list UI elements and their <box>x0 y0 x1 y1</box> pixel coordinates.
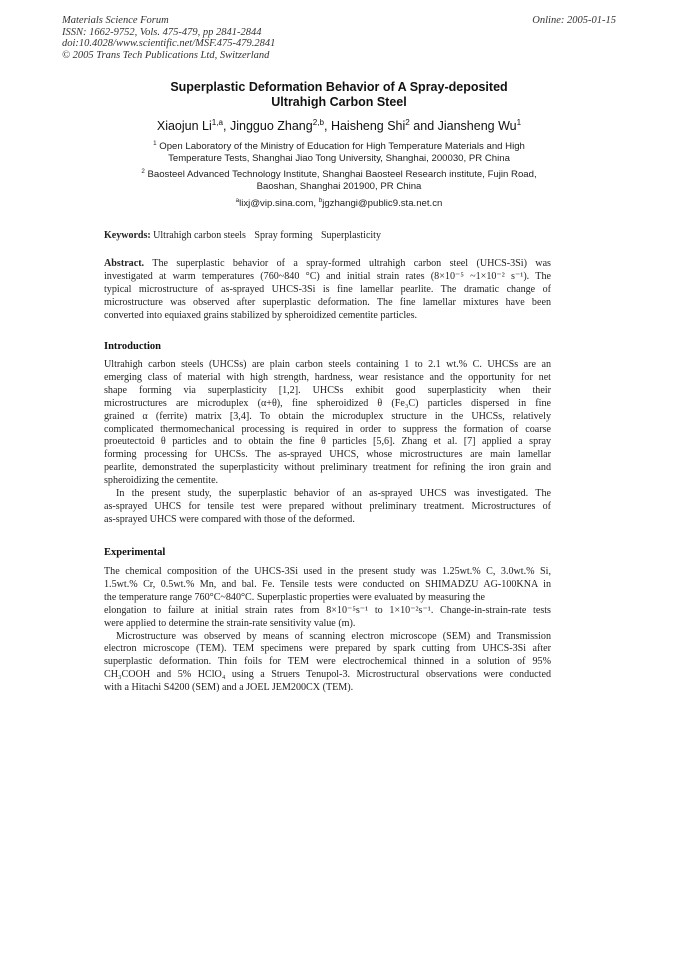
author-emails <box>60 198 618 209</box>
affiliation-mark: 2 <box>141 167 145 175</box>
introduction-line: microstructures are microduplex (α+θ), fine spheroidized θ (Fe₃C) particles dispersed in fine <box>104 397 551 409</box>
email-mark-a: a <box>235 196 240 204</box>
author-separator: , <box>323 119 331 133</box>
keyword: Ultrahigh carbon steels <box>153 230 246 241</box>
experimental-body <box>104 566 551 695</box>
copyright-line: © 2005 Trans Tech Publications Ltd, Switzerland <box>62 49 270 61</box>
email-b: jgzhangi@public9.sta.net.cn <box>322 198 443 209</box>
introduction-line: emerging class of material with high strength, hardness, wear resistance and the opportunity for net <box>104 371 551 383</box>
introduction-line: grained α (ferrite) matrix [3,4]. To obtain the microduplex structure in the UHCSs, relatively <box>104 410 551 422</box>
keyword: Superplasticity <box>320 230 381 241</box>
keyword: Spray forming <box>254 230 313 241</box>
email-mark-b: b <box>318 196 323 204</box>
introduction-line: complicated thermomechanical processing is required in order to suppress the formation of coarse <box>104 423 551 435</box>
abstract-line: typical microstructure of as-sprayed UHCS-3Si is fine lamellar pearlite. The dramatic change of <box>104 283 551 295</box>
author-separator: and <box>409 119 438 133</box>
introduction-line: shape forming via superplasticity [1,2]. UHCSs exhibit good superplasticity when their <box>104 384 551 396</box>
affiliation-2-line-2: Baoshan, Shanghai 201900, PR China <box>256 181 422 192</box>
experimental-heading: Experimental <box>104 547 166 558</box>
experimental-line: The chemical composition of the UHCS-3Si used in the present study was 1.25wt.% C, 3.0wt.% Si, <box>104 566 551 577</box>
introduction-line: In the present study, the superplastic behavior of an as-sprayed UHCS was investigated. The <box>116 488 551 500</box>
author-affiliation-mark: 2 <box>405 117 410 127</box>
email-a: lixj@vip.sina.com <box>239 198 314 209</box>
experimental-line: were applied to determine the strain-rate sensitivity value (m). <box>104 617 356 629</box>
experimental-line: 1.5wt.% Cr, 0.5wt.% Mn, and bal. Fe. Tensile tests were conducted on SHIMADZU AG-100KNA in <box>104 578 551 590</box>
experimental-line: the temperature range 760°C~840°C. Superplastic properties were evaluated by measuring the <box>104 591 485 603</box>
introduction-heading: Introduction <box>104 341 161 352</box>
introduction-line: Ultrahigh carbon steels (UHCSs) are plain carbon steels containing 1 to 2.1 wt.% C. UHCSs are an <box>104 359 551 370</box>
introduction-line: as-sprayed UHCS for tensile test were prepared without preliminary treatment. Microstructures of <box>104 500 551 512</box>
affiliation-2-line-1: Baosteel Advanced Technology Institute, Shanghai Baosteel Research institute, Fujin Road, <box>147 169 537 180</box>
affiliation-1-line-1: Open Laboratory of the Ministry of Education for High Temperature Materials and High <box>159 141 525 152</box>
online-date: Online: 2005-01-15 <box>532 15 616 26</box>
author-list <box>60 119 618 133</box>
abstract-line: converted into equiaxed grains stabilized by spheroidized cementite particles. <box>104 309 418 321</box>
experimental-line: CH₃COOH and 5% HClO₄ using a Struers Tenupol-3. Microstructural observations were conducted <box>104 669 551 681</box>
author-affiliation-mark: 1,a <box>211 117 224 127</box>
abstract-line: investigated at warm temperatures (760~840 °C) and initial strain rates (8×10⁻⁵ ~1×10⁻² s⁻¹). The <box>104 270 551 282</box>
experimental-line: Microstructure was observed by means of scanning electron microscope (SEM) and Transmission <box>116 630 551 642</box>
author-name: Jiansheng Wu <box>437 119 517 133</box>
author-name: Xiaojun Li <box>156 119 212 133</box>
keywords <box>104 230 387 241</box>
affiliation-1-line-2: Temperature Tests, Shanghai Jiao Tong University, Shanghai, 200030, PR China <box>168 153 510 164</box>
introduction-line: pearlite, demonstrated the superplasticity without preliminary treatment for refining the iron grain and <box>104 462 551 474</box>
title-line-1: Superplastic Deformation Behavior of A Spray-deposited <box>170 80 508 94</box>
issn-line: ISSN: 1662-9752, Vols. 475-479, pp 2841-2844 <box>62 26 262 38</box>
introduction-body <box>104 359 551 527</box>
author-affiliation-mark: 1 <box>516 117 522 127</box>
abstract <box>104 258 551 323</box>
journal-name: Materials Science Forum <box>62 15 169 26</box>
author-separator: , <box>223 119 230 133</box>
introduction-line: spheroidizing the cementite. <box>104 475 219 487</box>
experimental-line: with a Hitachi S4200 (SEM) and a JOEL JEM200CX (TEM). <box>104 682 354 694</box>
experimental-line: electron microscope (TEM). TEM specimens were prepared by spark cutting from UHCS-3Si after <box>104 643 551 655</box>
doi-line: doi:10.4028/www.scientific.net/MSF.475-479.2841 <box>62 38 276 49</box>
introduction-line: forming processing for UHCSs. The as-sprayed UHCS, whose microstructures are main lamellar <box>104 449 551 461</box>
introduction-line: proeutectoid θ particles and to obtain the fine θ particles [5,6]. Zhang et al. [7] applied a spray <box>104 436 551 448</box>
affiliation-1 <box>110 141 568 165</box>
abstract-label: Abstract. <box>104 258 145 269</box>
title-line-2: Ultrahigh Carbon Steel <box>271 95 407 109</box>
experimental-line: elongation to failure at initial strain rates from 8×10⁻⁵s⁻¹ to 1×10⁻²s⁻¹. Change-in-strain-rate tests <box>104 604 551 616</box>
author-name: Jingguo Zhang <box>230 119 313 133</box>
paper-title <box>60 80 618 110</box>
abstract-line: microstructure was observed after superplastic deformation. The fine lamellar mixtures have been <box>104 296 551 308</box>
journal-metadata <box>62 15 275 61</box>
keywords-label: Keywords: <box>104 230 151 241</box>
abstract-line: The superplastic behavior of a spray-formed ultrahigh carbon steel (UHCS-3Si) was <box>152 258 551 269</box>
author-name: Haisheng Shi <box>330 119 406 133</box>
affiliation-mark: 1 <box>153 139 157 147</box>
email-separator: , <box>313 198 319 209</box>
experimental-line: superplastic deformation. Thin foils for TEM were electrochemical thinned in a solution of 95% <box>104 656 551 668</box>
affiliation-2 <box>110 169 568 193</box>
introduction-line: as-sprayed UHCS were compared with those of the deformed. <box>104 513 355 525</box>
author-affiliation-mark: 2,b <box>312 117 324 127</box>
